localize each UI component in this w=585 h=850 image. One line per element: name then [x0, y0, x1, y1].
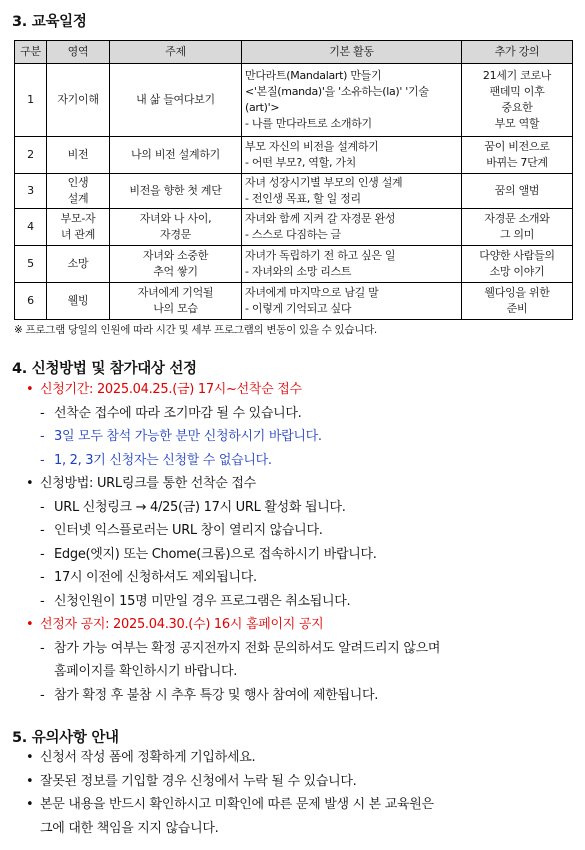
cell-activity: 자녀 성장시기별 부모의 인생 설계 - 전인생 목표, 할 일 정리	[242, 174, 462, 209]
list-item: - 선착순 접수에 따라 조기마감 될 수 있습니다.	[40, 405, 302, 421]
cell-extra: 21세기 코로나 팬데믹 이후 중요한 부모 역할	[462, 64, 573, 137]
cell-topic: 나의 비전 설계하기	[110, 137, 242, 174]
application-list	[26, 378, 576, 707]
list-item: - URL 신청링크 → 4/25(금) 17시 URL 활성화 됩니다.	[40, 499, 346, 515]
table-row	[15, 174, 573, 209]
schedule-table	[14, 40, 573, 320]
list-item: - 신청인원이 15명 미만일 경우 프로그램은 취소됩니다.	[40, 593, 351, 609]
header-no: 구분	[15, 41, 47, 64]
list-item: - Edge(엣지) 또는 Chome(크롬)으로 접속하시기 바랍니다.	[40, 546, 377, 562]
cell-topic: 내 삶 들여다보기	[110, 64, 242, 137]
list-item: • 신청기간: 2025.04.25.(금) 17시~선착순 접수	[26, 378, 576, 402]
table-row	[15, 64, 573, 137]
cell-extra: 웰다잉을 위한 준비	[462, 283, 573, 320]
header-extra: 추가 강의	[462, 41, 573, 64]
cell-activity: 자녀가 독립하기 전 하고 싶은 일 - 자녀와의 소망 리스트	[242, 246, 462, 283]
cell-area: 비전	[47, 137, 110, 174]
cell-no: 3	[15, 174, 47, 209]
table-row	[15, 137, 573, 174]
cell-no: 5	[15, 246, 47, 283]
cell-activity: 자녀에게 마지막으로 남길 말 - 이렇게 기억되고 싶다	[242, 283, 462, 320]
cell-no: 4	[15, 209, 47, 246]
list-item: - 인터넷 익스플로러는 URL 창이 열리지 않습니다.	[40, 523, 323, 538]
header-area: 영역	[47, 41, 110, 64]
cell-topic: 자녀와 소중한 추억 쌓기	[110, 246, 242, 283]
cell-topic: 자녀와 나 사이, 자경문	[110, 209, 242, 246]
cell-area: 부모-자 녀 관계	[47, 209, 110, 246]
list-item: - 참가 확정 후 불참 시 추후 특강 및 행사 참여에 제한됩니다.	[40, 687, 379, 703]
cell-topic: 비전을 향한 첫 계단	[110, 174, 242, 209]
cell-extra: 꿈이 비전으로 바뀌는 7단계	[462, 137, 573, 174]
notes-list	[26, 746, 576, 840]
list-item: - 17시 이전에 신청하셔도 제외됩니다.	[40, 570, 257, 585]
table-row	[15, 283, 573, 320]
cell-extra: 자경문 소개와 그 의미	[462, 209, 573, 246]
section-title-notes: 5. 유의사항 안내	[12, 730, 119, 746]
cell-area: 인생 설계	[47, 174, 110, 209]
section-title-schedule: 3. 교육일정	[12, 14, 87, 30]
table-row	[15, 209, 573, 246]
cell-extra: 다양한 사람들의 소망 이야기	[462, 246, 573, 283]
schedule-note: ※ 프로그램 당일의 인원에 따라 시간 및 세부 프로그램의 변동이 있을 수 있습니다.	[14, 324, 377, 336]
cell-area: 자기이해	[47, 64, 110, 137]
cell-extra: 꿈의 앨범	[462, 174, 573, 209]
table-row	[15, 246, 573, 283]
list-item: - 1, 2, 3기 신청자는 신청할 수 없습니다.	[40, 452, 272, 468]
cell-no: 2	[15, 137, 47, 174]
list-item: - 참가 가능 여부는 확정 공지전까지 전화 문의하셔도 알려드리지 않으며	[40, 640, 441, 656]
list-item: • 신청서 작성 폼에 정확하게 기입하세요.	[26, 746, 576, 770]
list-item: • 신청방법: URL링크를 통한 선착순 접수	[26, 472, 576, 496]
cell-area: 소망	[47, 246, 110, 283]
cell-topic: 자녀에게 기억될 나의 모습	[110, 283, 242, 320]
header-activity: 기본 활동	[242, 41, 462, 64]
list-item: • 본문 내용을 반드시 확인하시고 미확인에 따른 문제 발생 시 본 교육원은 그에 대한 책임을 지지 않습니다.	[26, 793, 576, 840]
cell-area: 웰빙	[47, 283, 110, 320]
header-topic: 주제	[110, 41, 242, 64]
table-header-row	[15, 41, 573, 64]
list-item: • 선정자 공지: 2025.04.30.(수) 16시 홈페이지 공지	[26, 613, 576, 637]
cell-activity: 자녀와 함께 지켜 갈 자경문 완성 - 스스로 다짐하는 글	[242, 209, 462, 246]
cell-no: 6	[15, 283, 47, 320]
cell-activity: 만다라트(Mandalart) 만들기 <'본질(manda)'을 '소유하는(la)' '기술 (art)'> - 나를 만다라트로 소개하기	[242, 64, 462, 137]
list-item: 홈페이지를 확인하시기 바랍니다.	[54, 664, 238, 679]
section-title-application: 4. 신청방법 및 참가대상 선정	[12, 361, 197, 377]
list-item: - 3일 모두 참석 가능한 분만 신청하시기 바랍니다.	[40, 429, 322, 444]
cell-no: 1	[15, 64, 47, 137]
list-item: • 잘못된 정보를 기입할 경우 신청에서 누락 될 수 있습니다.	[26, 770, 576, 794]
cell-activity: 부모 자신의 비전을 설계하기 - 어떤 부모?, 역할, 가치	[242, 137, 462, 174]
